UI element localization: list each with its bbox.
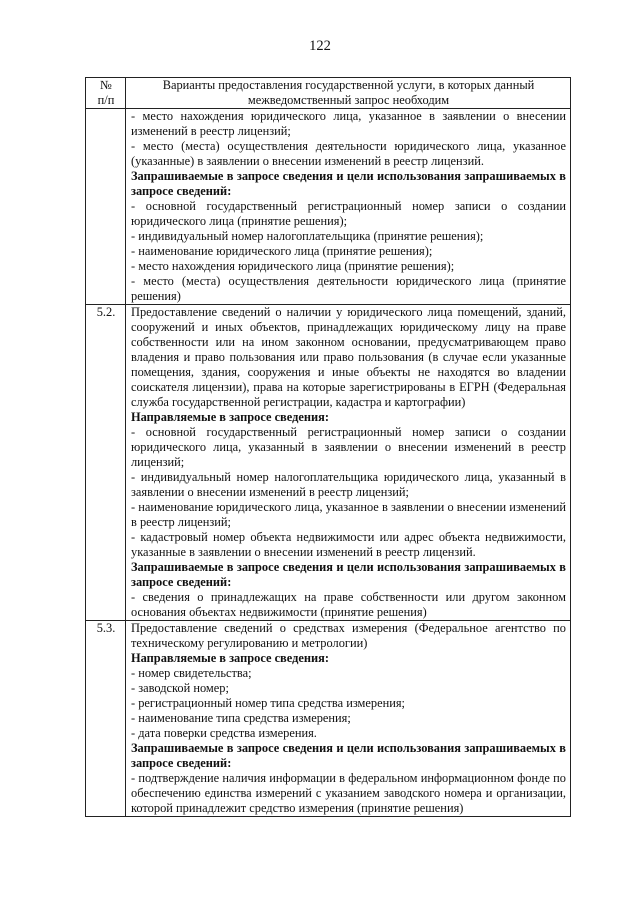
paragraph: - основной государственный регистрационный номер записи о создании юридического лица (принятие решения); bbox=[131, 199, 566, 228]
paragraph: - регистрационный номер типа средства измерения; bbox=[131, 696, 405, 710]
services-table bbox=[85, 77, 571, 817]
paragraph: - подтверждение наличия информации в федеральном информационном фонде по обеспечению единства измерений с указанием заводского номера и организации, которой принадлежит средство измерения (принятие решения) bbox=[131, 771, 566, 815]
paragraph: - место нахождения юридического лица, указанное в заявлении о внесении изменений в реестр лицензий; bbox=[131, 109, 566, 138]
table-row bbox=[86, 109, 571, 305]
header-number-cell bbox=[86, 78, 126, 109]
table-row bbox=[86, 305, 571, 621]
table-row bbox=[86, 621, 571, 817]
row-content-cell bbox=[126, 109, 571, 305]
section-heading: Запрашиваемые в запросе сведения и цели использования запрашиваемых в запросе сведений: bbox=[131, 741, 566, 770]
header-description-cell: Варианты предоставления государственной услуги, в которых данный межведомственный запрос необходим bbox=[126, 78, 571, 109]
paragraph: - место (места) осуществления деятельности юридического лица (принятие решения) bbox=[131, 274, 566, 303]
paragraph: Предоставление сведений о наличии у юридического лица помещений, зданий, сооружений и иных объектов, принадлежащих юридическому лицу на праве собственности или на ином законном основании, предусматривающем право владения и право пользования или право пользования (в случае если указанные помещения, здания, сооружения и иные объекты не находятся во владении соискателя лицензии), права на которые зарегистрированы в ЕГРН (Федеральная служба государственной регистрации, кадастра и картографии) bbox=[131, 305, 566, 409]
row-number-cell: 5.2. bbox=[86, 305, 126, 621]
paragraph: - наименование типа средства измерения; bbox=[131, 711, 351, 725]
paragraph: - основной государственный регистрационный номер записи о создании юридического лица, указанный в заявлении о внесении изменений в реестр лицензий; bbox=[131, 425, 566, 469]
paragraph: - индивидуальный номер налогоплательщика юридического лица, указанный в заявлении о внесении изменений в реестр лицензий; bbox=[131, 470, 566, 499]
section-heading: Запрашиваемые в запросе сведения и цели использования запрашиваемых в запросе сведений: bbox=[131, 169, 566, 198]
paragraph: - индивидуальный номер налогоплательщика (принятие решения); bbox=[131, 229, 484, 243]
paragraph: - заводской номер; bbox=[131, 681, 229, 695]
section-heading: Направляемые в запросе сведения: bbox=[131, 410, 329, 424]
paragraph: - дата поверки средства измерения. bbox=[131, 726, 317, 740]
row-number-cell: 5.3. bbox=[86, 621, 126, 817]
paragraph: - место нахождения юридического лица (принятие решения); bbox=[131, 259, 455, 273]
section-heading: Запрашиваемые в запросе сведения и цели использования запрашиваемых в запросе сведений: bbox=[131, 560, 566, 589]
table-body bbox=[86, 109, 571, 817]
paragraph: Предоставление сведений о средствах измерения (Федеральное агентство по техническому регулированию и метрологии) bbox=[131, 621, 566, 650]
row-content-cell bbox=[126, 305, 571, 621]
section-heading: Направляемые в запросе сведения: bbox=[131, 651, 329, 665]
paragraph: - номер свидетельства; bbox=[131, 666, 252, 680]
header-number-sublabel: п/п bbox=[97, 93, 115, 107]
page-number: 122 bbox=[309, 38, 331, 54]
row-number-cell bbox=[86, 109, 126, 305]
paragraph: - место (места) осуществления деятельности юридического лица, указанное (указанные) в заявлении о внесении изменений в реестр лицензий. bbox=[131, 139, 566, 168]
paragraph: - кадастровый номер объекта недвижимости или адрес объекта недвижимости, указанные в заявлении о внесении изменений в реестр лицензий. bbox=[131, 530, 566, 559]
row-content-cell bbox=[126, 621, 571, 817]
paragraph: - наименование юридического лица (принятие решения); bbox=[131, 244, 433, 258]
header-number-label: № bbox=[100, 78, 112, 92]
paragraph: - сведения о принадлежащих на праве собственности или другом законном основания объектах недвижимости (принятие решения) bbox=[131, 590, 566, 619]
paragraph: - наименование юридического лица, указанное в заявлении о внесении изменений в реестр лицензий; bbox=[131, 500, 566, 529]
table-header-row bbox=[86, 78, 571, 109]
